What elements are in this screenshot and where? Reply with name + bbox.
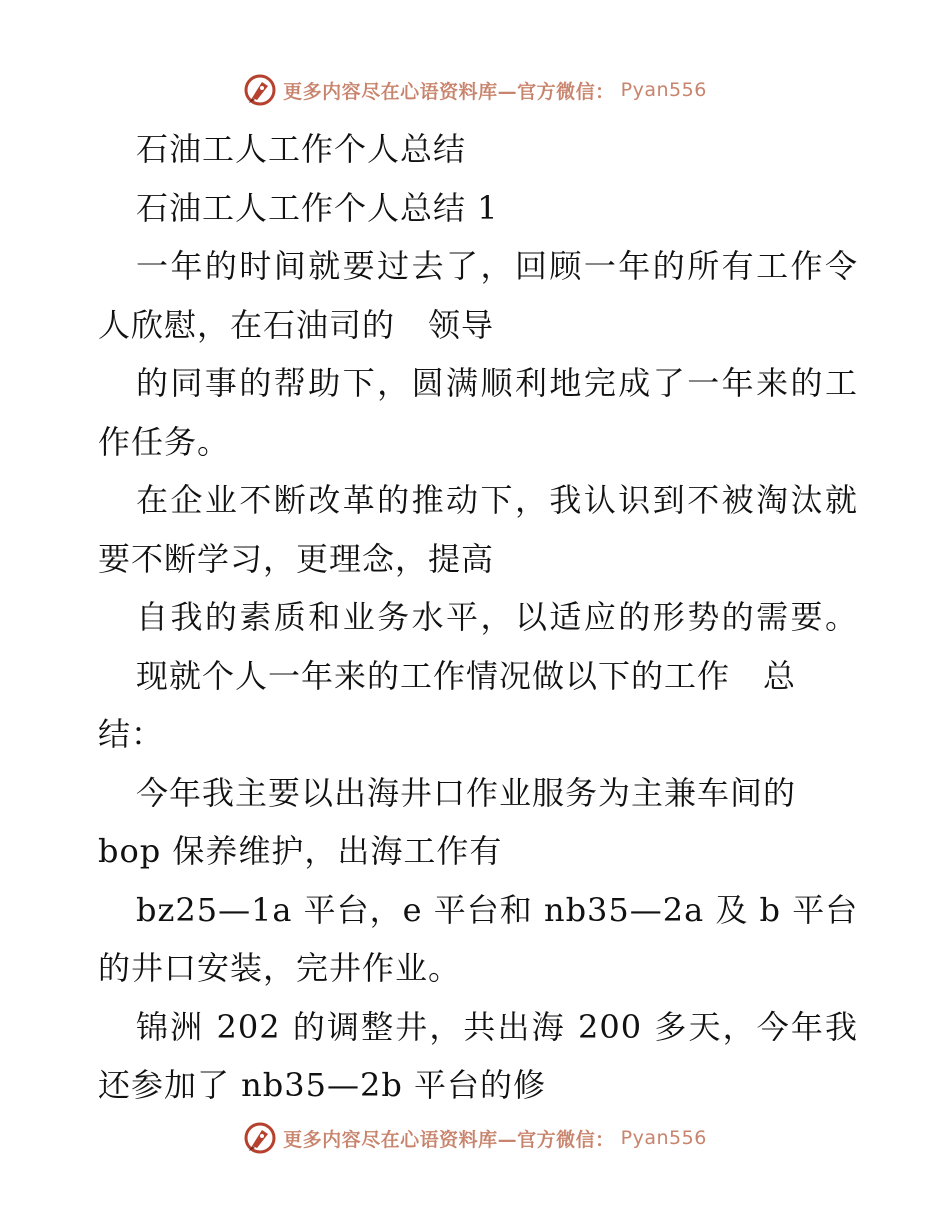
pen-nib-logo-icon [243,1121,277,1155]
text-line: 在企业不断改革的推动下，我认识到不被淘汰就 [136,481,858,519]
watermark-text: 更多内容尽在心语资料库—官方微信： [283,1128,615,1151]
pen-nib-logo-icon [243,73,277,107]
document-body [98,120,858,1115]
document-title: 石油工人工作个人总结 [136,130,467,168]
section-heading: 石油工人工作个人总结 1 [136,188,499,227]
text-line: 还参加了 nb35—2b 平台的修 [98,1066,547,1104]
watermark-text: 更多内容尽在心语资料库—官方微信： [283,80,615,103]
text-line: 今年我主要以出海井口作业服务为主兼车间的 [136,773,797,812]
text-line: 的井口安装，完井作业。 [98,949,462,987]
text-line: bop 保养维护，出海工作有 [98,832,503,870]
text-line: 结： [98,715,165,753]
watermark-wechat-id: Pyan556 [620,1127,707,1149]
text-line: 作任务。 [98,422,231,461]
watermark-wechat-id: Pyan556 [620,79,707,101]
text-line: 锦洲 202 的调整井，共出海 200 多天，今年我 [136,1007,858,1046]
text-line: 一年的时间就要过去了，回顾一年的所有工作令 [136,247,858,285]
text-line: 的同事的帮助下，圆满顺利地完成了一年来的工 [136,364,858,402]
footer-watermark [0,1118,950,1158]
text-line: 人欣慰，在石油司的 领导 [98,305,495,344]
text-line: bz25—1a 平台，e 平台和 nb35—2a 及 b 平台 [136,890,858,929]
header-watermark [0,70,950,110]
text-line: 要不断学习，更理念，提高 [98,539,495,578]
text-line: 现就个人一年来的工作情况做以下的工作 总 [136,656,797,695]
text-line: 自我的素质和业务水平，以适应的形势的需要。 [136,598,858,636]
